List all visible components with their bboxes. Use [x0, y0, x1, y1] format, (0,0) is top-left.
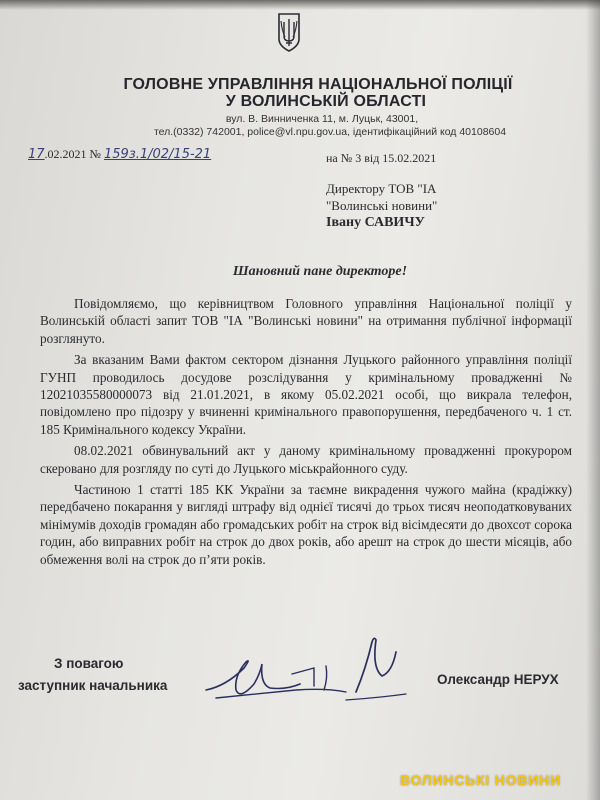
paragraph: За вказаним Вами фактом сектором дізнання Луцького районного управління поліції ГУНП проводилось досудове розслідування у кримінальному провадженні № 12021035580000073 від 21.01.2021, в якому 05.02.2021 особі, що викрала телефон, повідомлено про підозру у вчиненні кримінального правопорушення, передбаченого ч. 1 ст. 185 Кримінального кодексу України.: [40, 352, 572, 437]
addressee-line1: Директору ТОВ "ІА: [326, 181, 437, 196]
paragraph: 08.02.2021 обвинувальний акт у даному кримінальному провадженні прокурором скеровано для розгляду по суті до Луцького міськрайонного суду.: [40, 443, 572, 476]
handwritten-signature: [196, 628, 446, 728]
org-name-line2: У ВОЛИНСЬКІЙ ОБЛАСТІ: [225, 93, 427, 110]
outgoing-date-rest: .02.2021 №: [44, 147, 101, 161]
org-contacts: тел.(0332) 742001, police@vl.npu.gov.ua, ідентифікаційний код 40108604: [153, 126, 507, 138]
signer-name: Олександр НЕРУХ: [437, 672, 559, 687]
org-address: вул. В. Винниченка 11, м. Луцьк, 43001,: [225, 113, 419, 125]
outgoing-day: 17: [28, 147, 45, 162]
outgoing-number: 159з.1/02/15-21: [104, 147, 212, 162]
reference-number: на № 3 від 15.02.2021: [326, 151, 437, 165]
paragraph: Повідомляємо, що керівництвом Головного управління Національної поліції у Волинській області запит ТОВ "ІА "Волинські новини" на отримання публічної інформації розглянуто.: [40, 296, 572, 346]
watermark-logo: ВОЛИНСЬКІ НОВИНИ: [400, 772, 561, 788]
addressee-name: Івану САВИЧУ: [326, 215, 425, 230]
letter-body: [40, 295, 572, 572]
addressee-line2: "Волинські новини": [326, 198, 438, 213]
outgoing-registration: [28, 147, 211, 162]
paragraph: Частиною 1 статті 185 КК України за таємне викрадення чужого майна (крадіжку) передбачено покарання у вигляді штрафу від однієї тисячі до трьох тисяч неоподатковуваних мінімумів доходів громадян або громадських робіт на строк від вісімдесяти до двохсот сорока годин, або виправних робіт на строк до двох років, або арешт на строк до шести місяців, або обмеження волі на строк до п’яти років.: [40, 482, 572, 567]
org-name-line1: ГОЛОВНЕ УПРАВЛІННЯ НАЦІОНАЛЬНОЇ ПОЛІЦІЇ: [123, 76, 513, 93]
closing-position: заступник начальника: [18, 678, 168, 693]
salutation: Шановний пане директоре!: [232, 264, 408, 279]
closing-regards: З повагою: [54, 656, 124, 671]
page-top-shadow: [0, 0, 600, 10]
trident-icon: [276, 12, 302, 52]
